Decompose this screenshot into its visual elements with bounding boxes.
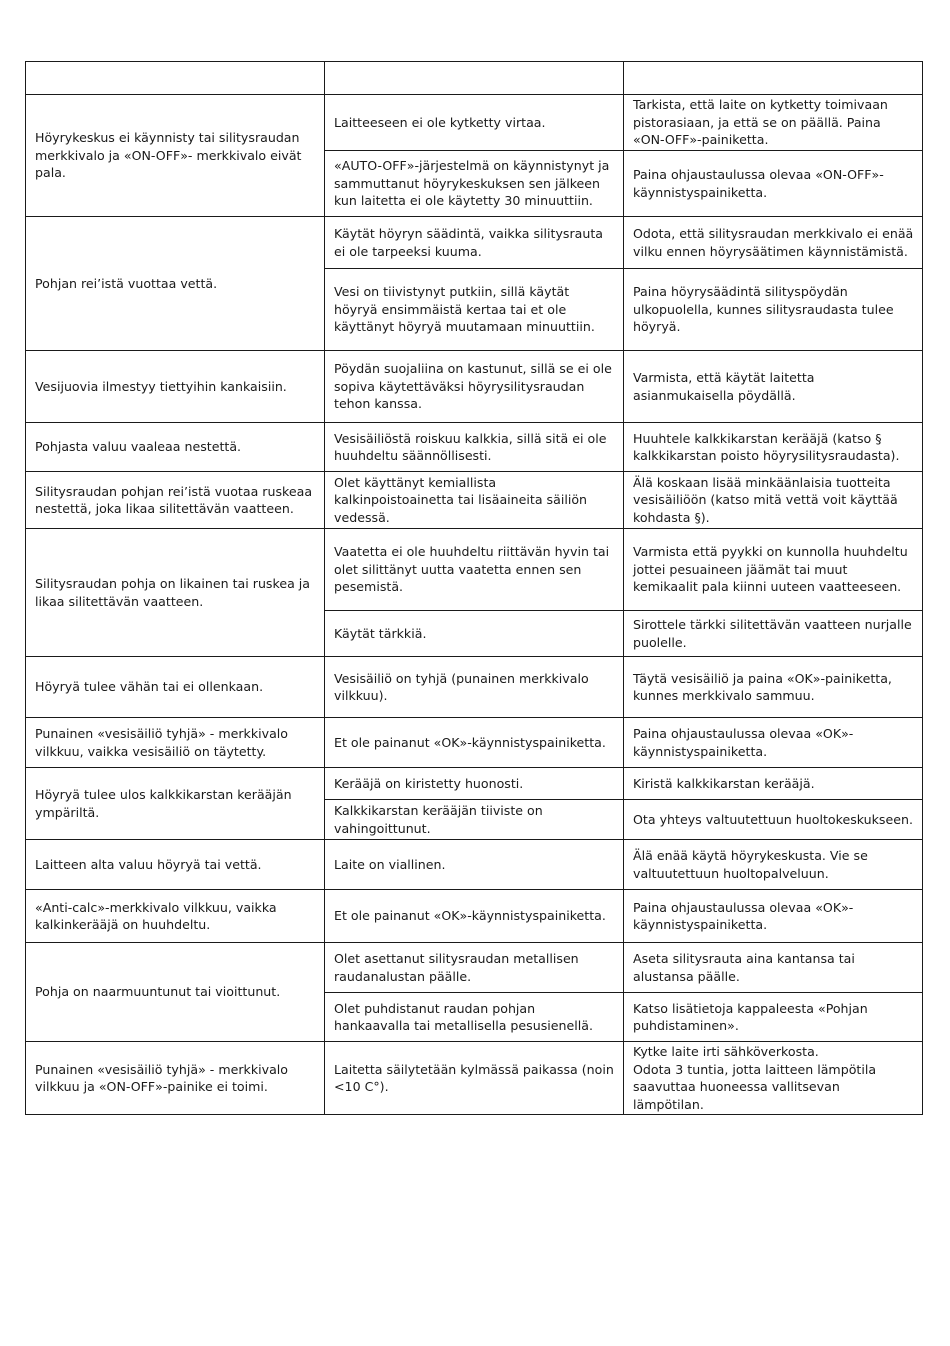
problem-cell: Pohjasta valuu vaaleaa nestettä. [26, 423, 325, 472]
cause-cell: Kerääjä on kiristetty huonosti. [325, 768, 624, 800]
solution-cell: Paina ohjaustaulussa olevaa «OK»-käynnistyspainiketta. [624, 890, 923, 943]
solution-cell: Paina höyrysäädintä silityspöydän ulkopuolella, kunnes silitysraudasta tulee höyryä. [624, 269, 923, 351]
solution-cell: Katso lisätietoja kappaleesta «Pohjan puhdistaminen». [624, 993, 923, 1042]
cause-cell: Vesisäiliöstä roiskuu kalkkia, sillä sitä ei ole huuhdeltu säännöllisesti. [325, 423, 624, 472]
problem-cell: Laitteen alta valuu höyryä tai vettä. [26, 840, 325, 890]
solution-cell: Kiristä kalkkikarstan kerääjä. [624, 768, 923, 800]
header-cell-cause [325, 62, 624, 95]
table-row [26, 1042, 923, 1115]
cause-cell: Pöydän suojaliina on kastunut, sillä se ei ole sopiva käytettäväksi höyrysilitysraudan tehon kanssa. [325, 351, 624, 423]
solution-cell: Sirottele tärkki silitettävän vaatteen nurjalle puolelle. [624, 611, 923, 657]
solution-cell: Varmista että pyykki on kunnolla huuhdeltu jottei pesuaineen jäämät tai muut kemikaalit pala kiinni uuteen vaatteeseen. [624, 529, 923, 611]
problem-cell: Vesijuovia ilmestyy tiettyihin kankaisiin. [26, 351, 325, 423]
cause-cell: Et ole painanut «OK»-käynnistyspainiketta. [325, 718, 624, 768]
solution-cell: Ota yhteys valtuutettuun huoltokeskukseen. [624, 800, 923, 840]
table-row [26, 95, 923, 151]
cause-cell: Et ole painanut «OK»-käynnistyspainiketta. [325, 890, 624, 943]
solution-cell: Tarkista, että laite on kytketty toimivaan pistorasiaan, ja että se on päällä. Paina «ON-OFF»-painiketta. [624, 95, 923, 151]
cause-cell: Laite on viallinen. [325, 840, 624, 890]
table-row [26, 840, 923, 890]
cause-cell: Laitetta säilytetään kylmässä paikassa (noin <10 C°). [325, 1042, 624, 1115]
table-row [26, 718, 923, 768]
table-row [26, 217, 923, 269]
header-cell-solution [624, 62, 923, 95]
table-row [26, 529, 923, 611]
cause-cell: Vesisäiliö on tyhjä (punainen merkkivalo vilkkuu). [325, 657, 624, 718]
problem-cell: «Anti-calc»-merkkivalo vilkkuu, vaikka kalkinkerääjä on huuhdeltu. [26, 890, 325, 943]
solution-cell: Älä enää käytä höyrykeskusta. Vie se valtuutettuun huoltopalveluun. [624, 840, 923, 890]
solution-cell: Varmista, että käytät laitetta asianmukaisella pöydällä. [624, 351, 923, 423]
solution-cell: Täytä vesisäiliö ja paina «OK»-painiketta, kunnes merkkivalo sammuu. [624, 657, 923, 718]
table-row [26, 472, 923, 529]
problem-cell: Pohja on naarmuuntunut tai vioittunut. [26, 943, 325, 1042]
cause-cell: «AUTO-OFF»-järjestelmä on käynnistynyt ja sammuttanut höyrykeskuksen sen jälkeen kun laitetta ei ole käytetty 30 minuuttiin. [325, 151, 624, 217]
solution-cell: Aseta silitysrauta aina kantansa tai alustansa päälle. [624, 943, 923, 993]
cause-cell: Vaatetta ei ole huuhdeltu riittävän hyvin tai olet silittänyt uutta vaatetta ennen sen pesemistä. [325, 529, 624, 611]
solution-cell: Paina ohjaustaulussa olevaa «OK»-käynnistyspainiketta. [624, 718, 923, 768]
solution-cell: Älä koskaan lisää minkäänlaisia tuotteita vesisäiliöön (katso mitä vettä voit käyttää kohdasta §). [624, 472, 923, 529]
problem-cell: Punainen «vesisäiliö tyhjä» - merkkivalo vilkkuu ja «ON-OFF»-painike ei toimi. [26, 1042, 325, 1115]
solution-cell: Paina ohjaustaulussa olevaa «ON-OFF»-käynnistyspainiketta. [624, 151, 923, 217]
table-row [26, 351, 923, 423]
solution-cell: Odota, että silitysraudan merkkivalo ei enää vilku ennen höyrysäätimen käynnistämistä. [624, 217, 923, 269]
problem-cell: Pohjan rei’istä vuottaa vettä. [26, 217, 325, 351]
cause-cell: Olet asettanut silitysraudan metallisen raudanalustan päälle. [325, 943, 624, 993]
cause-cell: Olet puhdistanut raudan pohjan hankaavalla tai metallisella pesusienellä. [325, 993, 624, 1042]
table-body [26, 62, 923, 1115]
table-row [26, 423, 923, 472]
cause-cell: Käytät tärkkiä. [325, 611, 624, 657]
solution-cell: Kytke laite irti sähköverkosta. Odota 3 tuntia, jotta laitteen lämpötila saavuttaa huoneessa vallitsevan lämpötilan. [624, 1042, 923, 1115]
table-row [26, 890, 923, 943]
problem-cell: Silitysraudan pohja on likainen tai ruskea ja likaa silitettävän vaatteen. [26, 529, 325, 657]
problem-cell: Höyryä tulee ulos kalkkikarstan kerääjän ympäriltä. [26, 768, 325, 840]
solution-cell: Huuhtele kalkkikarstan kerääjä (katso § kalkkikarstan poisto höyrysilitysraudasta). [624, 423, 923, 472]
problem-cell: Punainen «vesisäiliö tyhjä» - merkkivalo vilkkuu, vaikka vesisäiliö on täytetty. [26, 718, 325, 768]
cause-cell: Olet käyttänyt kemiallista kalkinpoistoainetta tai lisäaineita säiliön vedessä. [325, 472, 624, 529]
cause-cell: Vesi on tiivistynyt putkiin, sillä käytät höyryä ensimmäistä kertaa tai et ole käyttänyt höyryä muutamaan minuuttiin. [325, 269, 624, 351]
problem-cell: Höyryä tulee vähän tai ei ollenkaan. [26, 657, 325, 718]
troubleshooting-table [25, 61, 923, 1115]
table-header-row [26, 62, 923, 95]
table-row [26, 657, 923, 718]
cause-cell: Kalkkikarstan kerääjän tiiviste on vahingoittunut. [325, 800, 624, 840]
table-row [26, 768, 923, 800]
cause-cell: Käytät höyryn säädintä, vaikka silitysrauta ei ole tarpeeksi kuuma. [325, 217, 624, 269]
header-cell-problem [26, 62, 325, 95]
cause-cell: Laitteeseen ei ole kytketty virtaa. [325, 95, 624, 151]
table-row [26, 943, 923, 993]
problem-cell: Silitysraudan pohjan rei’istä vuotaa ruskeaa nestettä, joka likaa silitettävän vaatteen. [26, 472, 325, 529]
problem-cell: Höyrykeskus ei käynnisty tai silitysraudan merkkivalo ja «ON-OFF»- merkkivalo eivät pala. [26, 95, 325, 217]
